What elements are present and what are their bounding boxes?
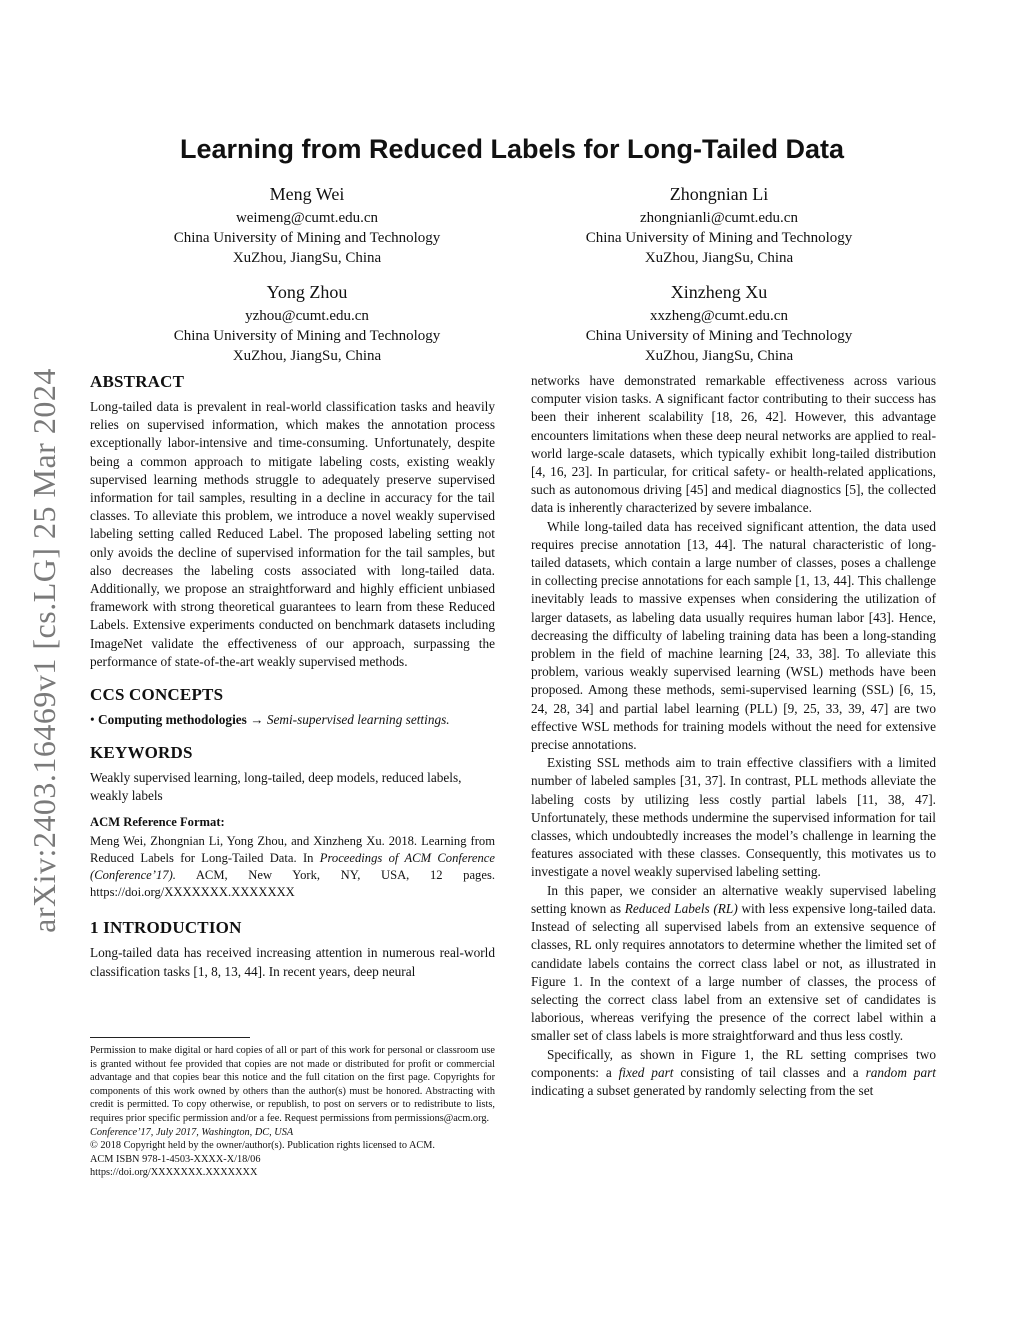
body-paragraph: networks have demonstrated remarkable effectiveness across various computer vision tasks. A significant factor contributing to their success has been their inherent scalability [18, 26, 42]. However, this advantage encounters limitations when these deep neural networks are applied to real-world large-scale datasets, which typically exhibit long-tailed distribution [4, 16, 23]. In particular, for critical safety- or health-related applications, such as autonomous driving [45] and medical diagnostics [5], the collected data is inherently characterized by severe imbalance. [531, 373, 936, 516]
ccs-subconcept: Semi-supervised learning settings. [266, 712, 450, 728]
footnote-rule [90, 1037, 250, 1038]
ccs-arrow: → [250, 712, 264, 728]
paper-title: Learning from Reduced Labels for Long-Tailed Data [179, 134, 845, 164]
author-block [529, 280, 909, 366]
footnote-copyright: © 2018 Copyright held by the owner/author(s). Publication rights licensed to ACM. [90, 1140, 436, 1152]
ccs-bullet: • [90, 712, 95, 728]
footnote-permission: Permission to make digital or hard copies of all or part of this work for personal or classroom use is granted without fee provided that copies are not made or distributed for profit or commercial advantage and that copies bear this notice and the full citation on the first page. Copyrights for components of this work owned by others than the author(s) must be honored. Abstracting with credit is permitted. To copy otherwise, or republish, to post on servers or to redistribute to lists, requires prior specific permission and/or a fee. Request permissions from permissions@acm.org. [90, 1045, 495, 1124]
ccs-concepts [90, 711, 495, 729]
acm-ref-heading: ACM Reference Format: [90, 815, 225, 830]
ccs-heading: CCS CONCEPTS [90, 685, 224, 705]
ccs-concept: Computing methodologies [97, 712, 247, 728]
author-block [117, 280, 497, 366]
author-affiliation: China University of Mining and Technology [173, 328, 441, 344]
body-text: with less expensive long-tailed data. Instead of selecting all supervised labels from an extensive sequence of classes, RL only requires annotators to determine whether the limited set of candidate labels contains the correct class label or not, as illustrated in Figure 1. In the context of a large number of classes, the process of selecting the correct class label from an extensive set of candidates is laborious, whereas verifying the presence of the correct label within a smaller set of class labels is more straightforward and thus less costly. [531, 900, 937, 1044]
body-text: In this paper, we consider an alternative weakly supervised labeling setting known as [531, 882, 936, 916]
body-text: Specifically, as shown in Figure 1, the RL setting comprises two components: a [531, 1046, 936, 1080]
author-name: Meng Wei [269, 184, 345, 204]
author-email: weimeng@cumt.edu.cn [235, 210, 379, 226]
footnote-conference-text: Conference’17, July 2017, Washington, DC, USA [90, 1126, 294, 1138]
acm-ref-post: ACM, New York, NY, USA, 12 pages. https://doi.org/XXXXXXX.XXXXXXX [90, 868, 495, 900]
arxiv-stamp-text: arXiv:2403.16469v1 [cs.LG] 25 Mar 2024 [25, 367, 62, 933]
body-text: indicating a subset generated by randomly selecting from the set [531, 1082, 874, 1098]
author-email: yzhou@cumt.edu.cn [245, 308, 369, 324]
author-name: Zhongnian Li [669, 184, 769, 204]
author-email: zhongnianli@cumt.edu.cn [640, 210, 798, 226]
author-location: XuZhou, JiangSu, China [644, 250, 794, 266]
right-column [531, 372, 936, 1100]
body-emphasis: Reduced Labels (RL) [624, 900, 738, 916]
left-column [90, 372, 495, 981]
footnote-doi: https://doi.org/XXXXXXX.XXXXXXX [90, 1167, 258, 1179]
body-emphasis: random part [865, 1064, 936, 1080]
author-affiliation: China University of Mining and Technology [585, 328, 853, 344]
body-text: consisting of tail classes and a [673, 1064, 866, 1080]
keywords-text: Weakly supervised learning, long-tailed, deep models, reduced labels, weakly labels [90, 770, 462, 804]
acm-ref-pre: Meng Wei, Zhongnian Li, Yong Zhou, and Xinzheng Xu. 2018. Learning from Reduced Labels for Long-Tailed Data. In [90, 834, 495, 866]
keywords-heading: KEYWORDS [90, 743, 193, 763]
footnote-block [90, 1037, 495, 1180]
author-location: XuZhou, JiangSu, China [232, 250, 382, 266]
abstract-text: Long-tailed data is prevalent in real-world classification tasks and heavily relies on supervised information, which makes the annotation process exceptionally labor-intensive and time-consuming. Unfortunately, despite being a common approach to mitigate labeling costs, existing weakly supervised learning methods struggle to adequately preserve supervised information for tail samples, resulting in a decline in accuracy for the tail classes. To alleviate this problem, we introduce a novel weakly supervised labeling setting called Reduced Label. The proposed labeling setting not only avoids the decline of supervised information for the tail samples, but also decreases the labeling costs associated with long-tailed data. Additionally, we propose an straightforward and highly efficient unbiased framework with strong theoretical guarantees to learn from these Reduced Labels. Extensive experiments conducted on benchmark datasets including ImageNet validate the effectiveness of our approach, surpassing the performance of state-of-the-art weakly supervised methods. [90, 399, 495, 669]
author-name: Xinzheng Xu [670, 282, 768, 302]
body-emphasis: fixed part [618, 1064, 674, 1080]
footnote-conference [90, 1126, 495, 1140]
author-name: Yong Zhou [266, 282, 348, 302]
body-paragraph [531, 882, 936, 1046]
intro-heading: 1 INTRODUCTION [90, 918, 242, 938]
author-block [529, 182, 909, 268]
acm-ref-venue: Proceedings of ACM Conference (Conference’17). [90, 851, 495, 883]
author-block [117, 182, 497, 268]
author-location: XuZhou, JiangSu, China [644, 348, 794, 364]
arxiv-stamp [14, 350, 74, 950]
footnote-isbn: ACM ISBN 978-1-4503-XXXX-X/18/06 [90, 1153, 261, 1165]
acm-ref-text [90, 833, 495, 901]
author-affiliation: China University of Mining and Technology [173, 230, 441, 246]
body-paragraph [531, 1046, 936, 1101]
author-affiliation: China University of Mining and Technology [585, 230, 853, 246]
body-paragraph: While long-tailed data has received significant attention, the data used requires precise annotation [13, 44]. The natural characteristic of long-tailed datasets, which contain a large number of classes, poses a challenge in collecting precise annotations for each sample [1, 13, 44]. This challenge inevitably leads to massive expenses when considering the utilization of larger datasets, as labeling data usually requires human labor [43]. Hence, decreasing the difficulty of labeling training data has been a long-standing problem in the field of machine learning [24, 33, 38]. To alleviate this problem, various weakly supervised learning (WSL) methods have been proposed. Among these methods, semi-supervised learning (SSL) [6, 15, 24, 28, 34] and partial label learning (PLL) [9, 25, 33, 39, 47] are two effective WSL methods for training models without the need for extensive precise annotations. [531, 518, 936, 753]
abstract-heading: ABSTRACT [90, 372, 185, 391]
intro-text: Long-tailed data has received increasing attention in numerous real-world classification tasks [1, 8, 13, 44]. In recent years, deep neural [90, 945, 495, 979]
author-email: xxzheng@cumt.edu.cn [650, 308, 788, 324]
author-location: XuZhou, JiangSu, China [232, 348, 382, 364]
body-paragraph: Existing SSL methods aim to train effective classifiers with a limited number of labeled samples [31, 37]. In contrast, PLL methods alleviate the labeling costs by utilizing less costly partial labels [11, 38, 47]. Unfortunately, these methods undermine the supervised information for tail classes, which undoubtedly increases the model’s challenge in learning the features associated with these classes. Consequently, this motivates us to investigate a novel weakly supervised labeling setting. [531, 755, 936, 880]
